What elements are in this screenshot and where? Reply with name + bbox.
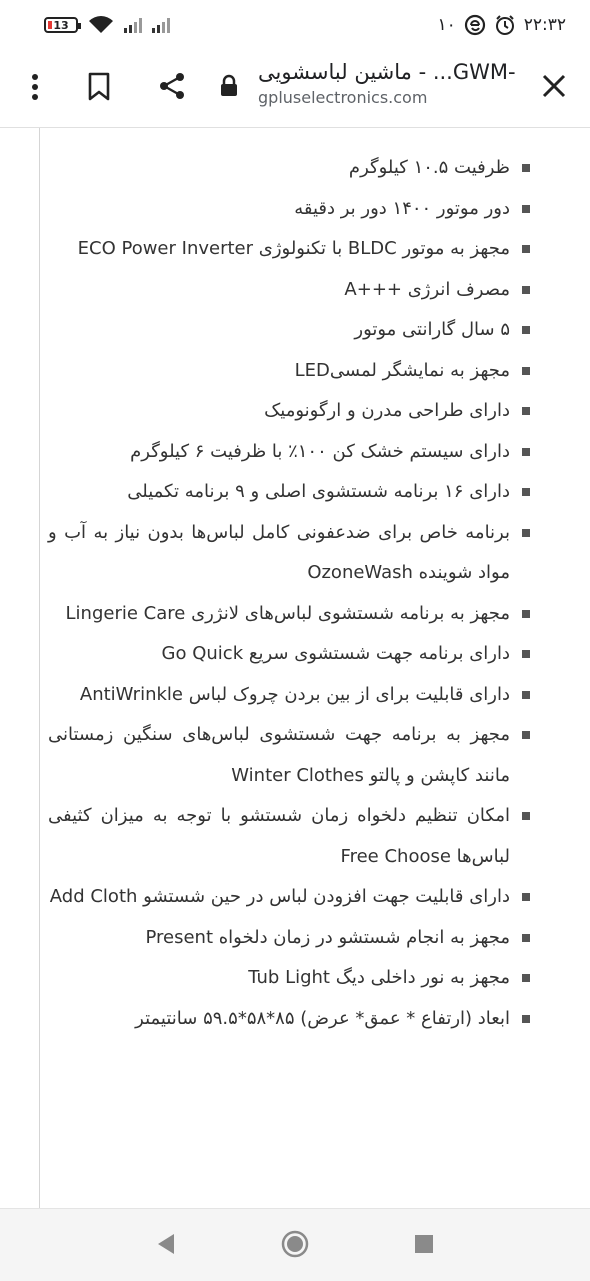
list-item: دارای قابلیت جهت افزودن لباس در حین شستشو Add Cloth — [48, 877, 510, 918]
app-notification-icon — [464, 14, 486, 36]
list-item: مجهز به نمایشگر لمسیLED — [48, 351, 510, 392]
list-item: دارای قابلیت برای از بین بردن چروک لباس AntiWrinkle — [48, 675, 510, 716]
system-nav-bar — [0, 1208, 590, 1281]
wifi-icon — [88, 15, 114, 35]
list-item: مصرف انرژی +++A — [48, 270, 510, 311]
bullet-icon — [522, 326, 530, 334]
bullet-icon — [522, 367, 530, 375]
list-item: مجهز به برنامه شستشوی لباس‌های لانژری Lingerie Care — [48, 594, 510, 635]
signal-icon-2 — [152, 17, 170, 33]
more-vert-icon[interactable] — [22, 72, 48, 102]
list-item: دور موتور ۱۴۰۰ دور بر دقیقه — [48, 189, 510, 230]
notification-count: ۱۰ — [437, 15, 456, 35]
browser-app-bar — [0, 50, 590, 128]
status-bar-left — [44, 15, 170, 35]
close-icon[interactable] — [540, 72, 568, 100]
clock: ۲۲:۳۲ — [523, 15, 566, 35]
bullet-icon — [522, 529, 530, 537]
bullet-icon — [522, 407, 530, 415]
bullet-icon — [522, 650, 530, 658]
list-item: دارای طراحی مدرن و ارگونومیک — [48, 391, 510, 432]
nav-recents-icon[interactable] — [414, 1234, 434, 1258]
nav-home-icon[interactable] — [281, 1230, 309, 1262]
bullet-icon — [522, 245, 530, 253]
nav-back-icon[interactable] — [154, 1231, 176, 1261]
list-item: ظرفیت ۱۰.۵ کیلوگرم — [48, 148, 510, 189]
list-item: ۵ سال گارانتی موتور — [48, 310, 510, 351]
list-item: ابعاد (ارتفاع * عمق* عرض) ۸۵*۵۸*۵۹.۵ سانتیمتر — [48, 999, 510, 1040]
share-icon[interactable] — [155, 69, 189, 103]
feature-list — [48, 148, 510, 1039]
bullet-icon — [522, 164, 530, 172]
product-features-panel — [39, 128, 590, 1208]
page-title: ماشین لباسشویی - ...GWM- — [258, 60, 516, 84]
page-title-block[interactable] — [258, 60, 520, 107]
bullet-icon — [522, 893, 530, 901]
list-item: دارای سیستم خشک کن ۱۰۰٪ با ظرفیت ۶ کیلوگرم — [48, 432, 510, 473]
bookmark-icon[interactable] — [84, 70, 114, 104]
bullet-icon — [522, 1015, 530, 1023]
bullet-icon — [522, 488, 530, 496]
list-item: مجهز به برنامه جهت شستشوی لباس‌های سنگین زمستانی مانند کاپشن و پالتو Winter Clothes — [48, 715, 510, 796]
lock-icon — [218, 72, 240, 100]
bullet-icon — [522, 286, 530, 294]
bullet-icon — [522, 205, 530, 213]
bullet-icon — [522, 934, 530, 942]
bullet-icon — [522, 448, 530, 456]
list-item: دارای ۱۶ برنامه شستشوی اصلی و ۹ برنامه تکمیلی — [48, 472, 510, 513]
page-url: gpluselectronics.com — [258, 88, 428, 107]
status-bar — [0, 0, 590, 50]
bullet-icon — [522, 974, 530, 982]
list-item: برنامه خاص برای ضدعفونی کامل لباس‌ها بدون نیاز به آب و مواد شوینده OzoneWash — [48, 513, 510, 594]
battery-level: 13 — [53, 18, 69, 32]
bullet-icon — [522, 731, 530, 739]
signal-icon-1 — [124, 17, 142, 33]
battery-icon — [44, 17, 78, 33]
alarm-icon — [494, 14, 516, 36]
bullet-icon — [522, 812, 530, 820]
list-item: مجهز به انجام شستشو در زمان دلخواه Present — [48, 918, 510, 959]
list-item: مجهز به موتور BLDC با تکنولوژی ECO Power Inverter — [48, 229, 510, 270]
list-item: امکان تنظیم دلخواه زمان شستشو با توجه به میزان کثیفی لباس‌ها Free Choose — [48, 796, 510, 877]
status-bar-right — [437, 14, 566, 36]
bullet-icon — [522, 691, 530, 699]
bullet-icon — [522, 610, 530, 618]
list-item: دارای برنامه جهت شستشوی سریع Go Quick — [48, 634, 510, 675]
list-item: مجهز به نور داخلی دیگ Tub Light — [48, 958, 510, 999]
